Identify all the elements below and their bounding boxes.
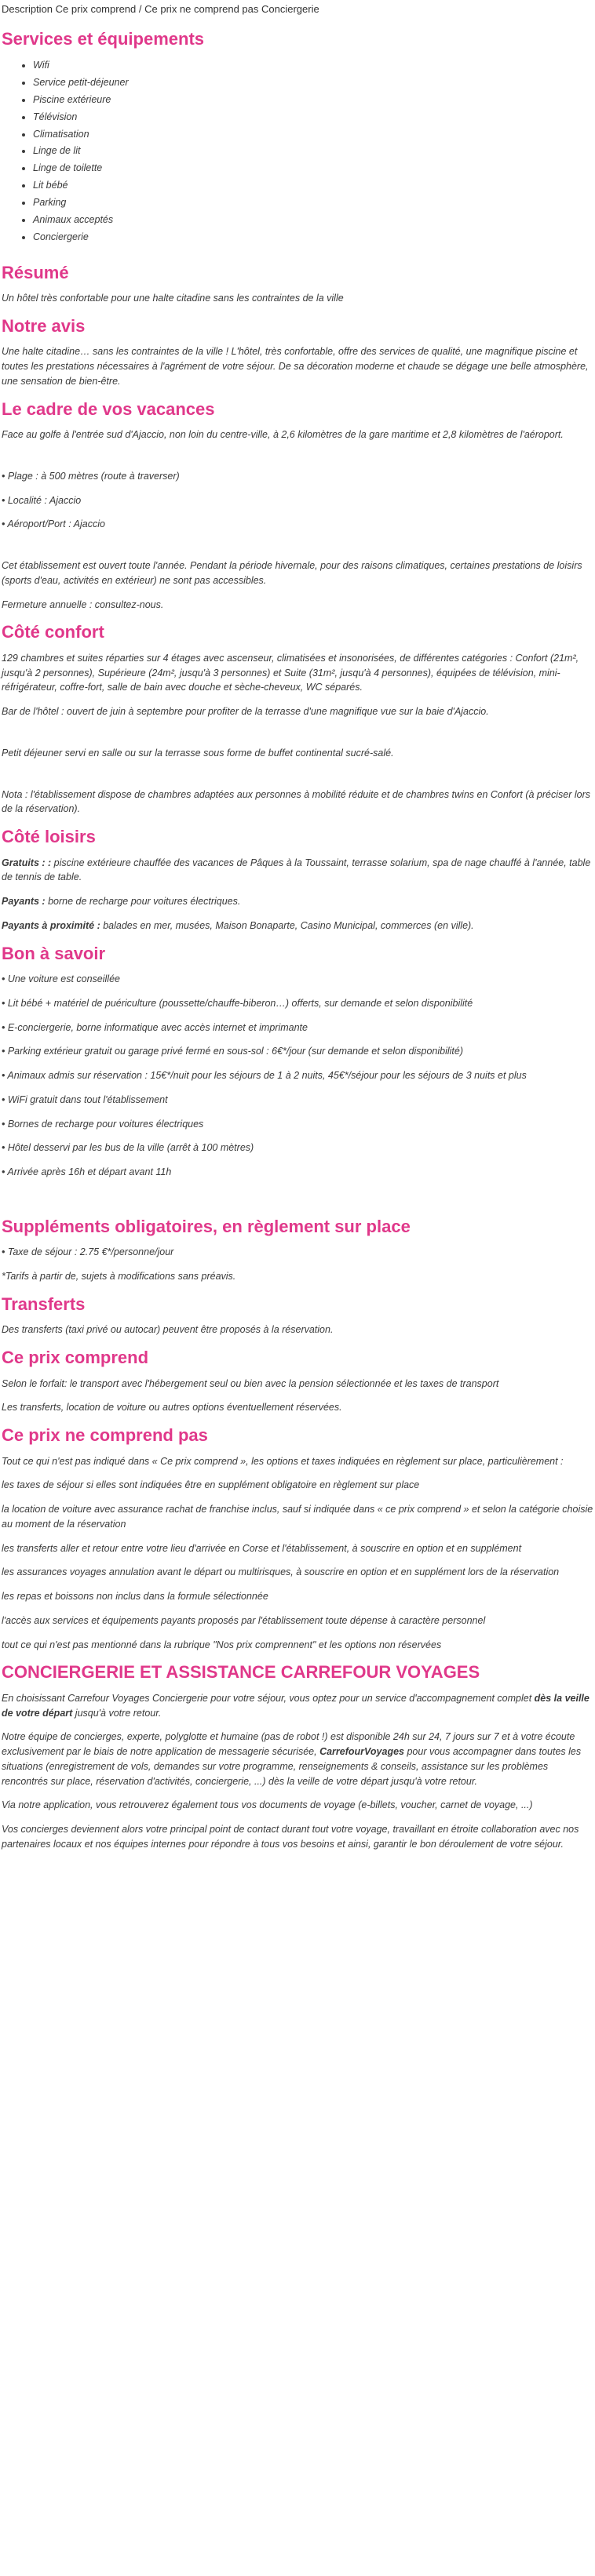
savoir-item: • Une voiture est conseillée bbox=[2, 973, 120, 985]
cadre-ouvert: Cet établissement est ouvert toute l'année. Pendant la période hivernale, pour des raisons climatiques, certaines prestations de loisirs (sports d'eau, activités en extérieur) ne sont pas accessibles. bbox=[2, 560, 582, 586]
conciergerie-p1 bbox=[2, 1691, 593, 1721]
savoir-title: Bon à savoir bbox=[2, 943, 106, 963]
comprend-options: Les transferts, location de voiture ou autres options éventuellement réservées. bbox=[2, 1402, 342, 1414]
necomprend-item: la location de voiture avec assurance rachat de franchise inclus, sauf si indiquée dans « ce prix comprend » et selon la catégorie choisie au moment de la réservation bbox=[2, 1504, 593, 1530]
services-title: Services et équipements bbox=[2, 28, 205, 49]
savoir-item: • Hôtel desservi par les bus de la ville (arrêt à 100 mètres) bbox=[2, 1142, 254, 1154]
confort-chambres: 129 chambres et suites réparties sur 4 étages avec ascenseur, climatisées et insonorisées, de différentes catégories : Confort (21m², jusqu'à 2 personnes), Supérieure (24m², jusqu'à 3 personnes) et Suite (31m², jusqu'à 4 personnes), équipées de télévision, mini-réfrigérateur, coffre-fort, salle de bain avec douche et sèche-cheveux, WC séparés. bbox=[2, 652, 579, 693]
cadre-title: Le cadre de vos vacances bbox=[2, 398, 215, 419]
necomprend-item: les taxes de séjour si elles sont indiquées être en supplément obligatoire en règlement sur place bbox=[2, 1479, 420, 1491]
necomprend-item: l'accès aux services et équipements payants proposés par l'établissement toute dépense à caractère personnel bbox=[2, 1614, 486, 1626]
necomprend-item: les repas et boissons non inclus dans la formule sélectionnée bbox=[2, 1591, 268, 1603]
supplements-taxe: • Taxe de séjour : 2.75 €*/personne/jour bbox=[2, 1246, 174, 1258]
loisirs-payants bbox=[2, 894, 593, 909]
tab-description[interactable]: Description bbox=[2, 3, 53, 15]
necomprend-title: Ce prix ne comprend pas bbox=[2, 1425, 208, 1446]
savoir-item: • Animaux admis sur réservation : 15€*/nuit pour les séjours de 1 à 2 nuits, 45€*/séjour pour les séjours de 3 nuits et plus bbox=[2, 1070, 527, 1082]
service-item: • Télévision bbox=[33, 109, 593, 126]
loisirs-proximite-label: Payants à proximité : bbox=[2, 919, 100, 931]
loisirs-gratuits bbox=[2, 856, 593, 886]
savoir-item: • Arrivée après 16h et départ avant 11h bbox=[2, 1166, 172, 1178]
service-item: • Conciergerie bbox=[33, 229, 593, 246]
conciergerie-title: CONCIERGERIE ET ASSISTANCE CARREFOUR VOYAGES bbox=[2, 1662, 480, 1683]
necomprend-item: tout ce qui n'est pas mentionné dans la rubrique "Nos prix comprennent" et les options non réservées bbox=[2, 1639, 442, 1650]
loisirs-gratuits-label: Gratuits : : bbox=[2, 857, 52, 868]
service-item: • Linge de toilette bbox=[33, 160, 593, 177]
savoir-item: • Bornes de recharge pour voitures électriques bbox=[2, 1118, 204, 1130]
service-item: • Wifi bbox=[33, 57, 593, 75]
loisirs-gratuits-text: piscine extérieure chauffée des vacances de Pâques à la Toussaint, terrasse solarium, spa de nage chauffé à l'année, table de tennis de table. bbox=[2, 857, 591, 883]
comprend-forfait: Selon le forfait: le transport avec l'hébergement seul ou bien avec la pension sélectionnée et les taxes de transport bbox=[2, 1377, 499, 1389]
conciergerie-p2-c: pour vous accompagner dans toutes les situations (enregistrement de vols, demandes sur votre programme, renseignements & conseils, assistance sur les problèmes rencontrés sur place, réservation d'activités, conciergerie, ...) dès la veille de votre départ jusqu'à votre retour. bbox=[2, 1746, 582, 1787]
tab-bar bbox=[2, 2, 593, 17]
savoir-item: • Lit bébé + matériel de puériculture (poussette/chauffe-biberon…) offerts, sur demande et selon disponibilité bbox=[2, 997, 473, 1009]
supplements-title: Suppléments obligatoires, en règlement sur place bbox=[2, 1216, 411, 1236]
cadre-intro: Face au golfe à l'entrée sud d'Ajaccio, non loin du centre-ville, à 2,6 kilomètres de la gare maritime et 2,8 kilomètres de l'aéroport. bbox=[2, 429, 564, 441]
savoir-item: • Parking extérieur gratuit ou garage privé fermé en sous-sol : 6€*/jour (sur demande et selon disponibilité) bbox=[2, 1046, 464, 1057]
service-item: • Parking bbox=[33, 195, 593, 212]
services-list bbox=[2, 57, 593, 246]
conciergerie-p1-bold: dès la veille de votre départ bbox=[2, 1692, 590, 1719]
confort-nota: Nota : l'établissement dispose de chambres adaptées aux personnes à mobilité réduite et de chambres twins en Confort (à préciser lors de la réservation). bbox=[2, 788, 590, 815]
tab-included[interactable]: Ce prix comprend bbox=[55, 3, 137, 15]
conciergerie-p4: Vos concierges deviennent alors votre principal point de contact durant tout votre voyage, travaillant en étroite collaboration avec nos partenaires locaux et nos équipes internes pour répondre à tous vos besoins et ainsi, garantir le bon déroulement de votre séjour. bbox=[2, 1824, 579, 1850]
loisirs-proximite-text: balades en mer, musées, Maison Bonaparte, Casino Municipal, commerces (en ville). bbox=[100, 919, 474, 931]
service-item: • Linge de lit bbox=[33, 143, 593, 160]
cadre-aeroport: • Aéroport/Port : Ajaccio bbox=[2, 518, 105, 530]
conciergerie-p2 bbox=[2, 1730, 593, 1788]
loisirs-payants-label: Payants : bbox=[2, 896, 46, 908]
cadre-localite: • Localité : Ajaccio bbox=[2, 494, 82, 506]
resume-text: Un hôtel très confortable pour une halte citadine sans les contraintes de la ville bbox=[2, 293, 344, 304]
confort-title: Côté confort bbox=[2, 622, 104, 642]
supplements-tarifs: *Tarifs à partir de, sujets à modifications sans préavis. bbox=[2, 1271, 236, 1283]
confort-dejeuner: Petit déjeuner servi en salle ou sur la terrasse sous forme de buffet continental sucré-salé. bbox=[2, 747, 394, 759]
confort-bar: Bar de l'hôtel : ouvert de juin à septembre pour profiter de la terrasse d'une magnifique vue sur la baie d'Ajaccio. bbox=[2, 706, 489, 718]
service-item: • Piscine extérieure bbox=[33, 92, 593, 109]
loisirs-title: Côté loisirs bbox=[2, 827, 96, 847]
resume-title: Résumé bbox=[2, 262, 69, 282]
necomprend-item: Tout ce qui n'est pas indiqué dans « Ce prix comprend », les options et taxes indiquées en règlement sur place, particulièrement : bbox=[2, 1455, 564, 1467]
necomprend-item: les assurances voyages annulation avant le départ ou multirisques, à souscrire en option et en supplément lors de la réservation bbox=[2, 1566, 560, 1578]
necomprend-item: les transferts aller et retour entre votre lieu d'arrivée en Corse et l'établissement, à souscrire en option et en supplément bbox=[2, 1542, 522, 1554]
service-item: • Service petit-déjeuner bbox=[33, 75, 593, 92]
savoir-item: • WiFi gratuit dans tout l'établissement bbox=[2, 1093, 168, 1105]
cadre-fermeture: Fermeture annuelle : consultez-nous. bbox=[2, 599, 164, 610]
tab-excluded[interactable]: Ce prix ne comprend pas bbox=[144, 3, 259, 15]
cadre-plage: • Plage : à 500 mètres (route à traverser) bbox=[2, 470, 180, 482]
savoir-item: • E-conciergerie, borne informatique avec accès internet et imprimante bbox=[2, 1021, 308, 1033]
service-item: • Climatisation bbox=[33, 126, 593, 144]
transferts-title: Transferts bbox=[2, 1293, 86, 1314]
service-item: • Lit bébé bbox=[33, 177, 593, 195]
service-item: • Animaux acceptés bbox=[33, 212, 593, 229]
transferts-text: Des transferts (taxi privé ou autocar) peuvent être proposés à la réservation. bbox=[2, 1324, 334, 1336]
tab-separator: / bbox=[138, 3, 142, 15]
tab-concierge[interactable]: Conciergerie bbox=[261, 3, 319, 15]
avis-title: Notre avis bbox=[2, 315, 86, 336]
avis-text: Une halte citadine… sans les contraintes de la ville ! L'hôtel, très confortable, offre des services de qualité, une magnifique piscine et toutes les prestations nécessaires à l'agrément de votre séjour. De sa décoration moderne et chaude se dégage une belle atmosphère, une sensation de bien-être. bbox=[2, 346, 589, 387]
loisirs-proximite bbox=[2, 919, 593, 933]
conciergerie-p3: Via notre application, vous retrouverez également tous vos documents de voyage (e-billets, voucher, carnet de voyage, ...) bbox=[2, 1799, 533, 1811]
conciergerie-p1-a: En choisissant Carrefour Voyages Conciergerie pour votre séjour, vous optez pour un service d'accompagnement complet bbox=[2, 1692, 535, 1704]
loisirs-payants-text: borne de recharge pour voitures électriques. bbox=[45, 896, 241, 908]
comprend-title: Ce prix comprend bbox=[2, 1348, 149, 1368]
conciergerie-p2-a: Notre équipe de concierges, experte, polyglotte et humaine (pas de robot !) est disponible 24h sur 24, 7 jours sur 7 et à votre écoute exclusivement par le biais de notre application de messagerie sécurisée, bbox=[2, 1731, 575, 1758]
conciergerie-p2-bold: CarrefourVoyages bbox=[319, 1746, 404, 1758]
conciergerie-p1-c: jusqu'à votre retour. bbox=[72, 1707, 162, 1719]
